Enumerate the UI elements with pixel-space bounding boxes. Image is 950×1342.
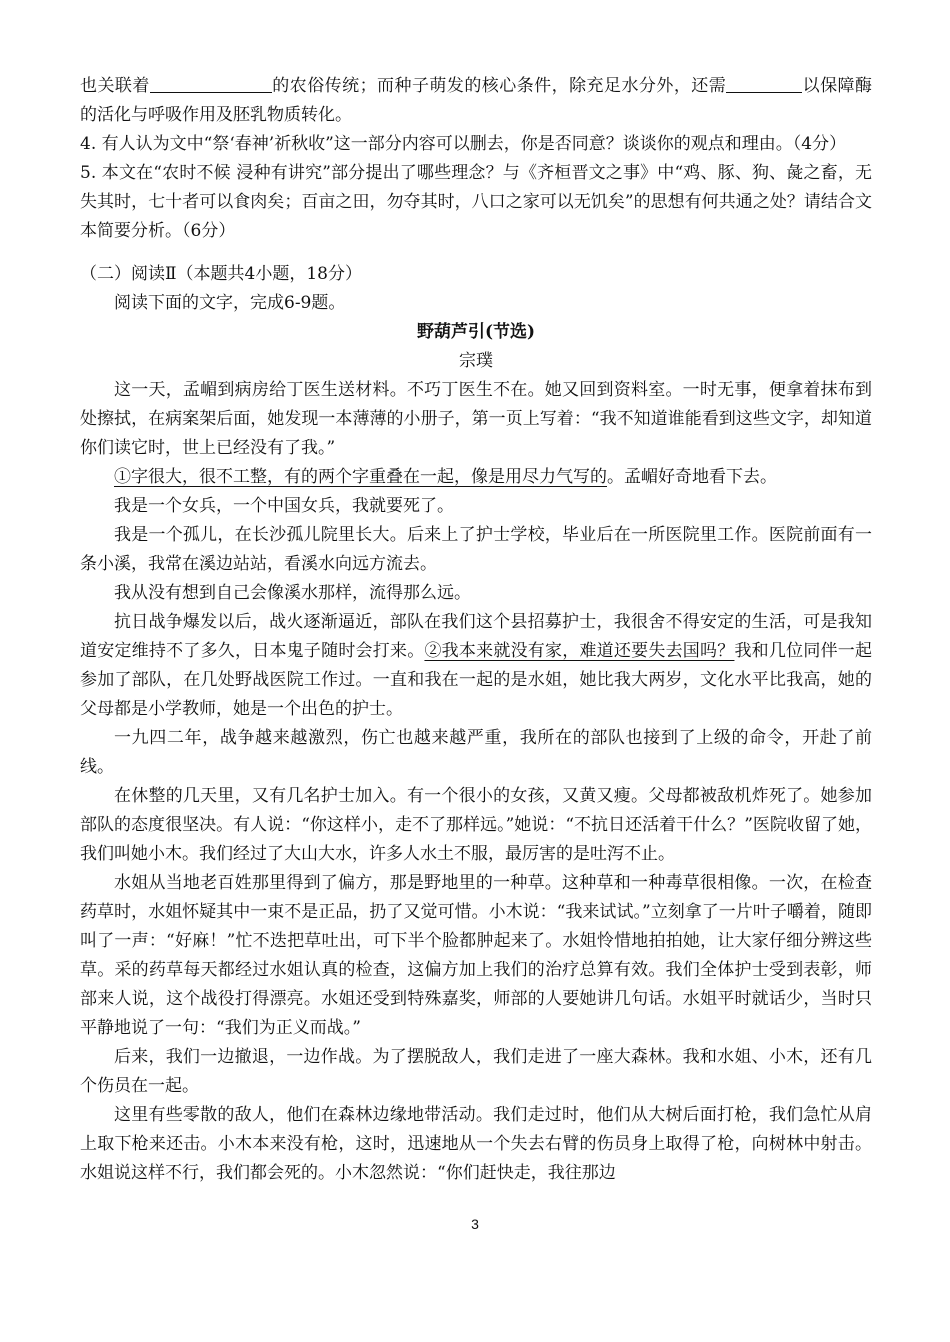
question-4: 4. 有人认为文中“祭‘春神’祈秋收”这一部分内容可以删去，你是否同意？谈谈你的观点和理由。（4分） [80, 134, 847, 154]
paragraph-text: 抗日战争爆发以后，战火逐渐逼近，部队在我们这个县招募护士，我很舍不得安定的生活，可是我知道安定维持不了多久，日本鬼子随时会打来。 [80, 612, 872, 661]
page-number: 3 [471, 1216, 479, 1232]
paragraph-text: 。孟嵋好奇地看下去。 [607, 467, 777, 487]
document-page [80, 72, 872, 1188]
article-paragraph: 水姐从当地老百姓那里得到了偏方，那是野地里的一种草。这种草和一种毒草很相像。一次，在检查药草时，水姐怀疑其中一束不是正品，扔了又觉可惜。小木说：“我来试试。”立刻拿了一片叶子嚼着，随即叫了一声：“好麻！”忙不迭把草吐出，可下半个脸都肿起来了。水姐怜惜地拍拍她，让大家仔细分辨这些草。采的药草每天都经过水姐认真的检查，这偏方加上我们的治疗总算有效。我们全体护士受到表彰，师部来人说，这个战役打得漂亮。水姐还受到特殊嘉奖，师部的人要她讲几句话。水姐平时就话少，当时只平静地说了一句：“我们为正义而战。” [80, 873, 872, 1038]
article-paragraph: 后来，我们一边撤退，一边作战。为了摆脱敌人，我们走进了一座大森林。我和水姐、小木，还有几个伤员在一起。 [80, 1047, 872, 1096]
q3-text-3: 以保障酶的活化与呼吸作用及胚乳物质转化。 [80, 76, 873, 125]
answer-blank-2[interactable] [726, 74, 802, 93]
article-paragraph: 这一天，孟嵋到病房给丁医生送材料。不巧丁医生不在。她又回到资料室。一时无事，便拿着抹布到处擦拭，在病案架后面，她发现一本薄薄的小册子，第一页上写着：“我不知道谁能看到这些文字，却知道你们读它时，世上已经没有了我。” [80, 380, 872, 458]
answer-blank-1[interactable] [150, 74, 272, 93]
paragraph-text: 我和几位同伴一起参加了部队，在几处野战医院工作过。一直和我在一起的是水姐，她比我大两岁，文化水平比我高，她的父母都是小学教师，她是一个出色的护士。 [80, 641, 873, 719]
section-heading: （二）阅读Ⅱ（本题共4小题，18分） [80, 264, 363, 284]
question-5: 5. 本文在“农时不候 浸种有讲究”部分提出了哪些理念？与《齐桓晋文之事》中“鸡、豚、狗、彘之畜，无失其时，七十者可以食肉矣；百亩之田，勿夺其时，八口之家可以无饥矣”的思想有何共通之处？请结合文本简要分析。（6分） [80, 163, 872, 241]
article-title: 野葫芦引(节选) [416, 322, 536, 342]
article-paragraph: 在休整的几天里，又有几名护士加入。有一个很小的女孩，又黄又瘦。父母都被敌机炸死了。她参加部队的态度很坚决。有人说：“你这样小，走不了那样远。”她说：“不抗日还活着干什么？”医院收留了她，我们叫她小木。我们经过了大山大水，许多人水土不服，最厉害的是吐泻不止。 [80, 786, 872, 864]
article-paragraph [80, 608, 872, 724]
article-paragraph [80, 463, 872, 492]
article-paragraph: 我是一个女兵，一个中国女兵，我就要死了。 [114, 496, 454, 516]
q3-text-1: 也关联着 [80, 76, 150, 96]
article-paragraph: 一九四二年，战争越来越激烈，伤亡也越来越严重，我所在的部队也接到了上级的命令，开赴了前线。 [80, 728, 872, 777]
underlined-sentence-2: ②我本来就没有家，难道还要失去国吗？ [424, 641, 735, 661]
reading-instruction: 阅读下面的文字，完成6-9题。 [114, 293, 346, 313]
q3-text-2: 的农俗传统；而种子萌发的核心条件，除充足水分外，还需 [271, 76, 727, 96]
underlined-sentence-1: ①字很大，很不工整，有的两个字重叠在一起，像是用尽力气写的 [114, 467, 607, 487]
article-paragraph: 这里有些零散的敌人，他们在森林边缘地带活动。我们走过时，他们从大树后面打枪，我们急忙从肩上取下枪来还击。小木本来没有枪，这时，迅速地从一个失去右臂的伤员身上取得了枪，向树林中射击。水姐说这样不行，我们都会死的。小木忽然说：“你们赶快走，我往那边 [80, 1105, 872, 1183]
question-3-tail [80, 72, 872, 130]
article-author: 宗璞 [459, 351, 493, 371]
article-paragraph: 我是一个孤儿，在长沙孤儿院里长大。后来上了护士学校，毕业后在一所医院里工作。医院前面有一条小溪，我常在溪边站站，看溪水向远方流去。 [80, 525, 872, 574]
article-paragraph: 我从没有想到自己会像溪水那样，流得那么远。 [114, 583, 471, 603]
